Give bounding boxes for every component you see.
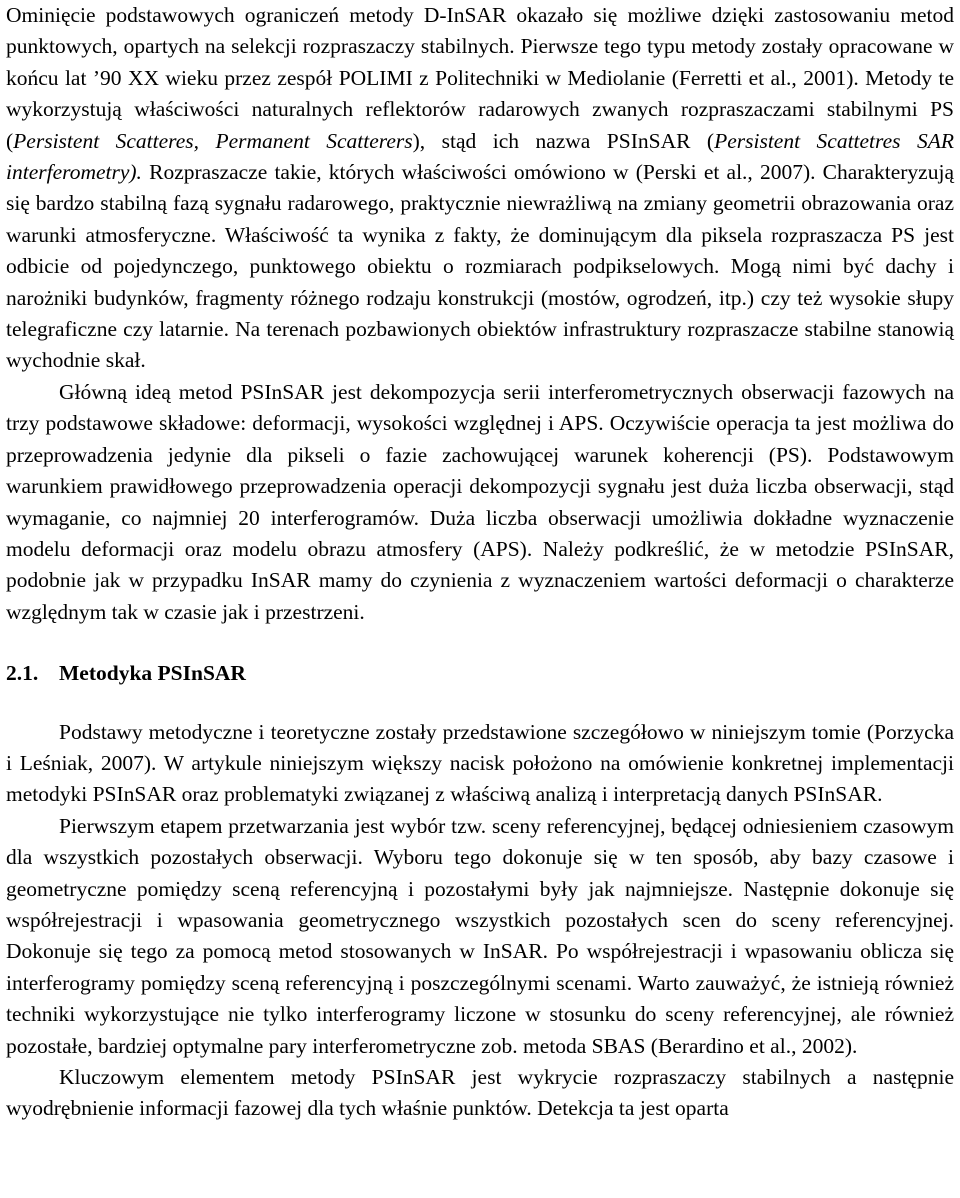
- paragraph-key-element: [6, 1062, 954, 1125]
- section-number: 2.1.: [6, 661, 39, 686]
- spacer: [6, 690, 954, 717]
- text-run: Podstawy metodyczne i teoretyczne zostały przedstawione szczegółowo w niniejszym tomie (Porzycka i Leśniak, 2007). W artykule niniejszym większy nacisk położono na omówienie konkretnej implementacji metodyki PSInSAR oraz problematyki związanej z właściwą analizą i interpretacją danych PSInSAR.: [6, 719, 954, 807]
- paragraph-first-stage: [6, 811, 954, 1062]
- text-run: Ominięcie podstawowych ograniczeń metody D-InSAR okazało się możliwe dzięki zastosowaniu metod punktowych, opartych na selekcji rozpraszaczy stabilnych. Pierwsze tego typu metody zostały opracowane w końcu lat ’90 XX wieku przez zespół POLIMI z Politechniki w Mediolanie (Ferretti et al., 2001). Metody te wykorzystują właściwości naturalnych reflektorów radarowych zwanych rozpraszaczami stabilnymi PS (: [6, 3, 954, 153]
- text-run: ), stąd ich nazwa PSInSAR (: [412, 128, 715, 153]
- text-run: Rozpraszacze takie, których właściwości omówiono w (Perski et al., 2007). Charakteryzują się bardzo stabilną fazą sygnału radarowego, praktycznie niewrażliwą na zmiany geometrii obrazowania oraz warunki atmosferyczne. Właściwość ta wynika z fakty, że dominującym dla piksela rozpraszacza PS jest odbicie od pojedynczego, punktowego obiektu o rozmiarach podpikselowych. Mogą nimi być dachy i narożniki budynków, fragmenty różnego rodzaju konstrukcji (mostów, ogrodzeń, itp.) czy też wysokie słupy telegraficzne czy latarnie. Na terenach pozbawionych obiektów infrastruktury rozpraszacze stabilne stanowią wychodnie skał.: [6, 160, 954, 373]
- text-run: Pierwszym etapem przetwarzania jest wybór tzw. sceny referencyjnej, będącej odniesieniem czasowym dla wszystkich pozostałych obserwacji. Wyboru tego dokonuje się w ten sposób, aby bazy czasowe i geometryczne pomiędzy sceną referencyjną i pozostałymi były jak najmniejsze. Następnie dokonuje się współrejestracji i wpasowania geometrycznego wszystkich pozostałych scen do sceny referencyjnej. Dokonuje się tego za pomocą metod stosowanych w InSAR. Po współrejestracji i wpasowaniu oblicza się interferogramy pomiędzy sceną referencyjną i poszczególnymi scenami. Warto zauważyć, że istnieją również techniki wykorzystujące nie tylko interferogramy liczone w stosunku do sceny referencyjnej, ale również pozostałe, bardziej optymalne pary interferometryczne zob. metoda SBAS (Berardino et al., 2002).: [6, 813, 954, 1058]
- paragraph-methodology: [6, 717, 954, 811]
- spacer: [6, 628, 954, 658]
- text-run: Kluczowym elementem metody PSInSAR jest wykrycie rozpraszaczy stabilnych a następnie wyodrębnienie informacji fazowej dla tych właśnie punktów. Detekcja ta jest oparta: [6, 1065, 954, 1121]
- italic-term: Persistent Scattetres SAR interferometry).: [6, 128, 954, 185]
- section-title: Metodyka PSInSAR: [59, 661, 246, 686]
- section-heading: [6, 658, 954, 689]
- text-run: Główną ideą metod PSInSAR jest dekompozycja serii interferometrycznych obserwacji fazowych na trzy podstawowe składowe: deformacji, wysokości względnej i APS. Oczywiście operacja ta jest możliwa do przeprowadzenia jedynie dla pikseli o fazie zachowującej warunek koherencji (PS). Podstawowym warunkiem prawidłowego przeprowadzenia operacji dekompozycji sygnału jest duża liczba obserwacji, stąd wymaganie, co najmniej 20 interferogramów. Duża liczba obserwacji umożliwia dokładne wyznaczenie modelu deformacji oraz modelu obrazu atmosfery (APS). Należy podkreślić, że w metodzie PSInSAR, podobnie jak w przypadku InSAR mamy do czynienia z wyznaczeniem wartości deformacji o charakterze względnym tak w czasie jak i przestrzeni.: [6, 379, 954, 624]
- paragraph-ps-intro: [6, 0, 954, 377]
- italic-term: Persistent Scatteres, Permanent Scatterers: [13, 128, 413, 153]
- document-page: [6, 0, 954, 1125]
- paragraph-decomposition: [6, 377, 954, 628]
